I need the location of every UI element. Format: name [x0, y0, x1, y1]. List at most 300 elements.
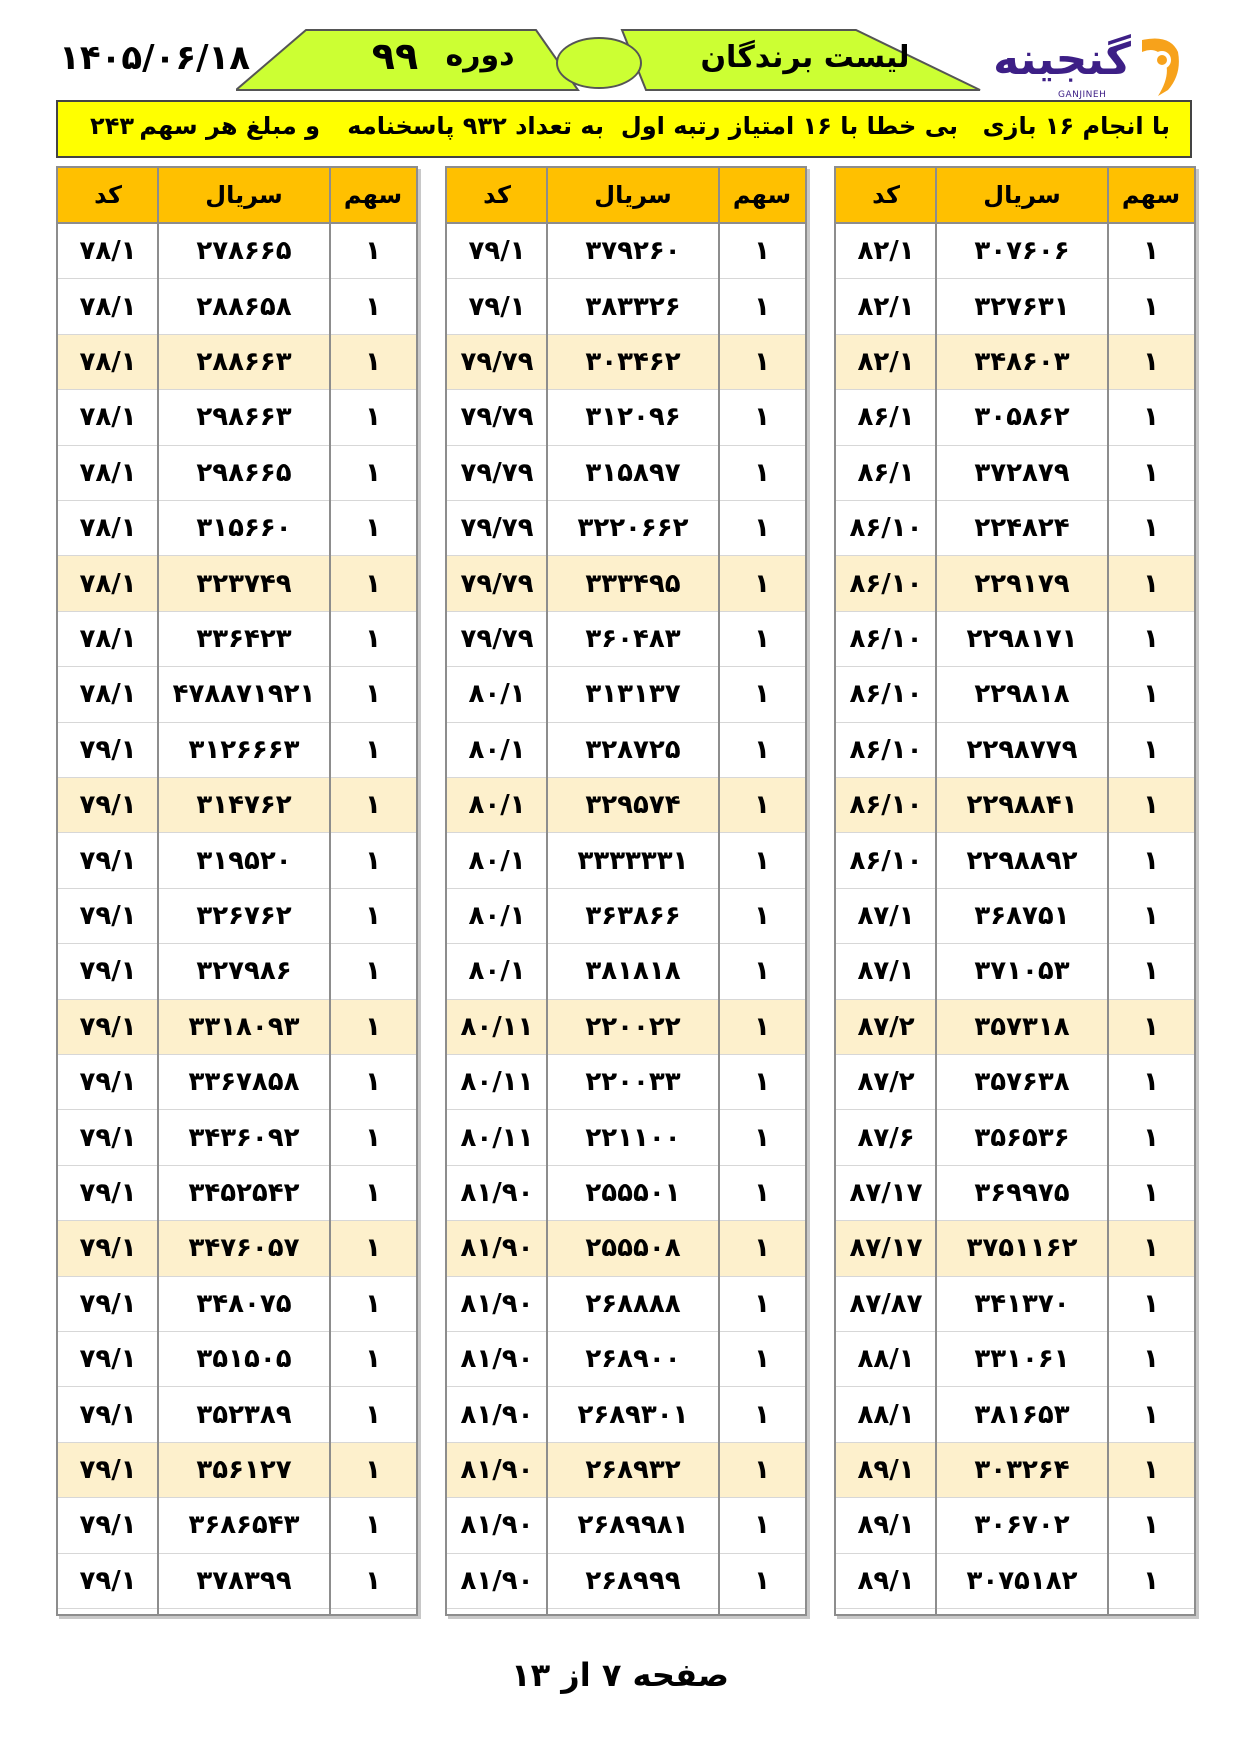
table-row — [447, 612, 805, 667]
cell-serial: ۳۷۸۳۹۹ — [196, 1565, 292, 1596]
cell-serial: ۲۶۸۹۳۲ — [585, 1454, 681, 1485]
cell-serial: ۳۶۰۴۸۳ — [585, 623, 681, 654]
cell-serial: ۳۳۱۸۰۹۳ — [188, 1011, 300, 1042]
table-row — [836, 612, 1194, 667]
cell-serial: ۳۵۱۵۰۵ — [196, 1344, 292, 1375]
cell-share: ۱ — [365, 402, 381, 433]
cell-code: ۷۹/۱ — [468, 236, 526, 267]
cell-share: ۱ — [754, 1399, 770, 1430]
cell-share: ۱ — [1143, 236, 1159, 267]
cell-share: ۱ — [365, 1233, 381, 1264]
cell-share: ۱ — [365, 845, 381, 876]
cell-serial: ۳۴۸۶۰۳ — [974, 346, 1070, 377]
column-divider — [157, 168, 159, 1614]
cell-share: ۱ — [1143, 679, 1159, 710]
cell-share: ۱ — [365, 1565, 381, 1596]
cell-share: ۱ — [365, 1288, 381, 1319]
table-row — [836, 833, 1194, 888]
column-header-serial: سریال — [547, 168, 719, 224]
cell-code: ۷۹/۱ — [79, 956, 137, 987]
cell-serial: ۲۲۱۱۰۰ — [585, 1122, 681, 1153]
table-row — [836, 1498, 1194, 1553]
cell-code: ۷۸/۱ — [79, 291, 137, 322]
cell-share: ۱ — [365, 956, 381, 987]
cell-serial: ۲۶۸۹۳۰۱ — [577, 1399, 689, 1430]
cell-share: ۱ — [754, 900, 770, 931]
table-row — [836, 1055, 1194, 1110]
cell-share: ۱ — [754, 1067, 770, 1098]
table-row — [58, 1277, 416, 1332]
cell-serial: ۳۱۳۱۳۷ — [585, 679, 681, 710]
cell-serial: ۲۲۹۸۷۷۹ — [966, 734, 1078, 765]
info-count: به تعداد ۹۳۲ پاسخنامه — [347, 112, 604, 140]
cell-serial: ۳۰۷۶۰۶ — [974, 236, 1070, 267]
table-row — [836, 667, 1194, 722]
period-label: دوره — [445, 38, 515, 73]
cell-share: ۱ — [1143, 513, 1159, 544]
cell-code: ۷۹/۱ — [79, 790, 137, 821]
cell-serial: ۳۲۹۵۷۴ — [585, 790, 681, 821]
table-row — [836, 1554, 1194, 1609]
cell-code: ۸۶/۱۰ — [849, 623, 923, 654]
cell-share: ۱ — [754, 568, 770, 599]
cell-serial: ۲۷۸۶۶۵ — [196, 236, 292, 267]
cell-code: ۸۷/۱۷ — [849, 1177, 923, 1208]
cell-serial: ۳۴۸۰۷۵ — [196, 1288, 292, 1319]
cell-serial: ۲۶۸۸۸۸ — [585, 1288, 681, 1319]
column-divider — [935, 168, 937, 1614]
cell-serial: ۳۵۶۵۳۶ — [974, 1122, 1070, 1153]
cell-share: ۱ — [365, 1177, 381, 1208]
cell-serial: ۳۸۳۳۲۶ — [585, 291, 681, 322]
page-number: صفحه ۷ از ۱۳ — [511, 1656, 729, 1694]
cell-share: ۱ — [754, 346, 770, 377]
cell-code: ۷۸/۱ — [79, 679, 137, 710]
cell-code: ۸۰/۱۱ — [460, 1011, 534, 1042]
cell-share: ۱ — [754, 956, 770, 987]
table-row — [836, 1277, 1194, 1332]
cell-code: ۷۹/۱ — [79, 845, 137, 876]
cell-code: ۸۷/۶ — [857, 1122, 915, 1153]
cell-code: ۸۸/۱ — [857, 1399, 915, 1430]
cell-code: ۸۹/۱ — [857, 1510, 915, 1541]
cell-share: ۱ — [754, 1565, 770, 1596]
cell-serial: ۲۲۰۰۲۲ — [585, 1011, 681, 1042]
table-row — [58, 667, 416, 722]
cell-code: ۷۸/۱ — [79, 568, 137, 599]
table-row — [836, 1387, 1194, 1442]
period-number: ۹۹ — [371, 34, 419, 78]
table-row — [447, 446, 805, 501]
cell-share: ۱ — [1143, 1067, 1159, 1098]
column-header-share: سهم — [719, 168, 805, 224]
cell-code: ۸۹/۱ — [857, 1565, 915, 1596]
cell-serial: ۲۲۴۸۲۴ — [974, 513, 1070, 544]
cell-serial: ۲۲۹۸۸۹۲ — [966, 845, 1078, 876]
column-header-code: کد — [447, 168, 547, 224]
cell-code: ۸۱/۹۰ — [460, 1288, 534, 1319]
cell-share: ۱ — [754, 1454, 770, 1485]
cell-share: ۱ — [1143, 568, 1159, 599]
table-row — [58, 1332, 416, 1387]
table-row — [447, 556, 805, 611]
cell-share: ۱ — [754, 790, 770, 821]
cell-code: ۷۹/۱ — [79, 1454, 137, 1485]
cell-serial: ۳۵۷۶۳۸ — [974, 1067, 1070, 1098]
cell-share: ۱ — [365, 1399, 381, 1430]
table-row — [447, 1221, 805, 1276]
table-row — [58, 1055, 416, 1110]
cell-share: ۱ — [754, 679, 770, 710]
cell-code: ۷۹/۱ — [79, 1565, 137, 1596]
cell-share: ۱ — [365, 900, 381, 931]
cell-serial: ۳۰۷۵۱۸۲ — [966, 1565, 1078, 1596]
cell-share: ۱ — [1143, 900, 1159, 931]
cell-code: ۸۶/۱۰ — [849, 734, 923, 765]
table-row — [58, 556, 416, 611]
cell-serial: ۳۶۸۷۵۱ — [974, 900, 1070, 931]
cell-code: ۸۰/۱ — [468, 679, 526, 710]
cell-serial: ۳۶۳۸۶۶ — [585, 900, 681, 931]
cell-code: ۸۰/۱ — [468, 734, 526, 765]
table-row — [836, 1110, 1194, 1165]
cell-code: ۸۸/۱ — [857, 1344, 915, 1375]
cell-code: ۸۶/۱ — [857, 457, 915, 488]
cell-share: ۱ — [1143, 623, 1159, 654]
table-row — [447, 1554, 805, 1609]
table-row — [836, 446, 1194, 501]
cell-serial: ۳۰۶۷۰۲ — [974, 1510, 1070, 1541]
table-row — [836, 390, 1194, 445]
cell-code: ۷۹/۷۹ — [460, 457, 534, 488]
cell-serial: ۲۲۹۸۸۴۱ — [966, 790, 1078, 821]
cell-serial: ۳۲۶۷۶۲ — [196, 900, 292, 931]
cell-share: ۱ — [365, 734, 381, 765]
cell-code: ۸۶/۱۰ — [849, 513, 923, 544]
cell-share: ۱ — [1143, 845, 1159, 876]
column-divider — [718, 168, 720, 1614]
cell-share: ۱ — [365, 513, 381, 544]
cell-code: ۸۲/۱ — [857, 236, 915, 267]
column-header-code: کد — [58, 168, 158, 224]
table-row — [58, 778, 416, 833]
cell-serial: ۲۲۰۰۳۳ — [585, 1067, 681, 1098]
column-header-serial: سریال — [158, 168, 330, 224]
table-row — [58, 501, 416, 556]
cell-code: ۸۲/۱ — [857, 291, 915, 322]
cell-share: ۱ — [1143, 402, 1159, 433]
cell-serial: ۳۲۷۹۸۶ — [196, 956, 292, 987]
table-row — [447, 1055, 805, 1110]
table-row — [447, 723, 805, 778]
table-row — [447, 944, 805, 999]
cell-code: ۸۰/۱ — [468, 790, 526, 821]
cell-code: ۸۰/۱۱ — [460, 1122, 534, 1153]
table-row — [447, 1166, 805, 1221]
cell-code: ۷۹/۷۹ — [460, 568, 534, 599]
cell-share: ۱ — [1143, 1565, 1159, 1596]
cell-code: ۸۶/۱۰ — [849, 568, 923, 599]
cell-share: ۱ — [754, 1288, 770, 1319]
cell-share: ۱ — [754, 1344, 770, 1375]
cell-share: ۱ — [1143, 1177, 1159, 1208]
table-row — [836, 279, 1194, 334]
info-score: بی خطا با ۱۶ امتیاز رتبه اول — [620, 112, 958, 140]
cell-code: ۸۶/۱۰ — [849, 845, 923, 876]
cell-code: ۸۷/۱ — [857, 900, 915, 931]
cell-code: ۸۹/۱ — [857, 1454, 915, 1485]
table-row — [447, 279, 805, 334]
table-row — [836, 944, 1194, 999]
cell-code: ۷۸/۱ — [79, 623, 137, 654]
cell-serial: ۳۷۱۰۵۳ — [974, 956, 1070, 987]
cell-share: ۱ — [1143, 734, 1159, 765]
cell-code: ۸۷/۲ — [857, 1067, 915, 1098]
table-row — [58, 889, 416, 944]
cell-share: ۱ — [365, 457, 381, 488]
cell-code: ۷۹/۷۹ — [460, 346, 534, 377]
cell-share: ۱ — [1143, 1510, 1159, 1541]
column-header-share: سهم — [330, 168, 416, 224]
cell-code: ۷۹/۱ — [79, 900, 137, 931]
table-row — [836, 723, 1194, 778]
winners-table-2 — [445, 166, 807, 1616]
table-row — [58, 833, 416, 888]
cell-share: ۱ — [365, 1122, 381, 1153]
cell-code: ۸۰/۱ — [468, 900, 526, 931]
winners-table-1 — [834, 166, 1196, 1616]
cell-share: ۱ — [1143, 790, 1159, 821]
cell-code: ۷۸/۱ — [79, 513, 137, 544]
cell-share: ۱ — [365, 291, 381, 322]
cell-share: ۱ — [754, 1011, 770, 1042]
cell-share: ۱ — [365, 1011, 381, 1042]
column-header-serial: سریال — [936, 168, 1108, 224]
table-row — [447, 1443, 805, 1498]
cell-share: ۱ — [1143, 956, 1159, 987]
cell-serial: ۳۲۸۷۲۵ — [585, 734, 681, 765]
table-row — [447, 778, 805, 833]
cell-serial: ۳۱۹۵۲۰ — [196, 845, 292, 876]
info-games: با انجام ۱۶ بازی — [982, 112, 1170, 140]
table-row — [447, 889, 805, 944]
table-row — [447, 667, 805, 722]
cell-serial: ۲۲۹۱۷۹ — [974, 568, 1070, 599]
cell-serial: ۳۶۹۹۷۵ — [974, 1177, 1070, 1208]
table-row — [836, 1000, 1194, 1055]
cell-serial: ۳۳۶۴۲۳ — [196, 623, 292, 654]
table-row — [447, 1277, 805, 1332]
cell-share: ۱ — [365, 623, 381, 654]
cell-serial: ۳۳۳۳۳۳۱ — [577, 845, 689, 876]
cell-share: ۱ — [754, 457, 770, 488]
table-row — [447, 1498, 805, 1553]
cell-code: ۸۰/۱ — [468, 956, 526, 987]
cell-code: ۸۶/۱۰ — [849, 790, 923, 821]
cell-serial: ۳۸۱۸۱۸ — [585, 956, 681, 987]
cell-code: ۷۹/۱ — [79, 1344, 137, 1375]
cell-code: ۷۹/۱ — [79, 1067, 137, 1098]
list-title: لیست برندگان — [700, 40, 910, 75]
logo-subtext: GANJINEH — [1058, 90, 1107, 100]
cell-serial: ۲۶۸۹۹۸۱ — [577, 1510, 689, 1541]
cell-code: ۷۸/۱ — [79, 402, 137, 433]
table-row — [58, 612, 416, 667]
cell-share: ۱ — [365, 1454, 381, 1485]
cell-share: ۱ — [754, 734, 770, 765]
table-row — [447, 335, 805, 390]
table-row — [58, 944, 416, 999]
table-row — [58, 390, 416, 445]
cell-serial: ۲۹۸۶۶۵ — [196, 457, 292, 488]
cell-serial: ۲۸۸۶۶۳ — [196, 346, 292, 377]
table-row — [447, 1000, 805, 1055]
table-row — [447, 1387, 805, 1442]
cell-code: ۸۷/۱۷ — [849, 1233, 923, 1264]
cell-serial: ۳۲۷۶۳۱ — [974, 291, 1070, 322]
cell-serial: ۳۰۳۴۶۲ — [585, 346, 681, 377]
cell-code: ۷۸/۱ — [79, 346, 137, 377]
cell-serial: ۳۳۳۴۹۵ — [585, 568, 681, 599]
cell-share: ۱ — [365, 346, 381, 377]
table-row — [447, 390, 805, 445]
table-row — [58, 1443, 416, 1498]
table-row — [447, 1110, 805, 1165]
cell-code: ۸۰/۱۱ — [460, 1067, 534, 1098]
info-bar — [56, 100, 1192, 158]
cell-code: ۷۸/۱ — [79, 236, 137, 267]
table-row — [836, 224, 1194, 279]
cell-code: ۸۶/۱۰ — [849, 679, 923, 710]
table-row — [58, 1166, 416, 1221]
cell-share: ۱ — [754, 1233, 770, 1264]
cell-share: ۱ — [365, 1067, 381, 1098]
cell-share: ۱ — [1143, 1288, 1159, 1319]
table-row — [447, 833, 805, 888]
cell-share: ۱ — [365, 1510, 381, 1541]
cell-share: ۱ — [365, 236, 381, 267]
cell-serial: ۲۹۸۶۶۳ — [196, 402, 292, 433]
cell-code: ۷۸/۱ — [79, 457, 137, 488]
table-row — [836, 1221, 1194, 1276]
table-row — [58, 1110, 416, 1165]
table-row — [58, 446, 416, 501]
cell-code: ۷۹/۱ — [79, 1177, 137, 1208]
cell-code: ۸۶/۱ — [857, 402, 915, 433]
cell-code: ۸۷/۱ — [857, 956, 915, 987]
cell-serial: ۲۶۸۹۹۹ — [585, 1565, 681, 1596]
cell-serial: ۳۶۸۶۵۴۳ — [188, 1510, 300, 1541]
cell-serial: ۳۱۲۶۶۶۳ — [188, 734, 300, 765]
cell-code: ۸۷/۸۷ — [849, 1288, 923, 1319]
cell-serial: ۴۷۸۸۷۱۹۲۱ — [172, 679, 316, 710]
cell-serial: ۳۲۲۰۶۶۲ — [577, 513, 689, 544]
cell-share: ۱ — [754, 291, 770, 322]
table-row — [836, 1332, 1194, 1387]
cell-serial: ۳۱۴۷۶۲ — [196, 790, 292, 821]
cell-share: ۱ — [754, 1510, 770, 1541]
cell-serial: ۳۷۹۲۶۰ — [585, 236, 681, 267]
cell-code: ۷۹/۷۹ — [460, 402, 534, 433]
table-row — [836, 889, 1194, 944]
cell-code: ۸۱/۹۰ — [460, 1399, 534, 1430]
cell-code: ۸۱/۹۰ — [460, 1233, 534, 1264]
cell-serial: ۳۰۵۸۶۲ — [974, 402, 1070, 433]
cell-code: ۷۹/۱ — [79, 1288, 137, 1319]
cell-code: ۸۱/۹۰ — [460, 1177, 534, 1208]
cell-share: ۱ — [1143, 1454, 1159, 1485]
column-divider — [546, 168, 548, 1614]
cell-serial: ۲۲۹۸۱۷۱ — [966, 623, 1078, 654]
winners-table-3 — [56, 166, 418, 1616]
cell-serial: ۳۰۳۲۶۴ — [974, 1454, 1070, 1485]
table-row — [58, 1221, 416, 1276]
cell-serial: ۳۵۷۳۱۸ — [974, 1011, 1070, 1042]
cell-code: ۷۹/۱ — [79, 1122, 137, 1153]
cell-share: ۱ — [1143, 457, 1159, 488]
logo-text: گنجینه — [993, 34, 1131, 85]
cell-code: ۸۷/۲ — [857, 1011, 915, 1042]
cell-code: ۷۹/۱ — [79, 1011, 137, 1042]
cell-code: ۷۹/۱ — [79, 1399, 137, 1430]
table-row — [58, 279, 416, 334]
cell-serial: ۳۳۱۰۶۱ — [974, 1344, 1070, 1375]
table-row — [58, 1498, 416, 1553]
table-row — [447, 1332, 805, 1387]
cell-code: ۷۹/۱ — [468, 291, 526, 322]
cell-serial: ۳۱۵۸۹۷ — [585, 457, 681, 488]
cell-share: ۱ — [754, 236, 770, 267]
info-amount: و مبلغ هر سهم — [139, 112, 320, 140]
cell-code: ۷۹/۱ — [79, 1510, 137, 1541]
table-row — [447, 224, 805, 279]
table-row — [58, 1000, 416, 1055]
cell-serial: ۳۴۵۲۵۴۲ — [188, 1177, 300, 1208]
cell-share: ۱ — [365, 568, 381, 599]
table-row — [836, 1443, 1194, 1498]
cell-code: ۷۹/۱ — [79, 1233, 137, 1264]
table-row — [836, 778, 1194, 833]
cell-serial: ۳۵۶۱۲۷ — [196, 1454, 292, 1485]
cell-share: ۱ — [754, 513, 770, 544]
cell-serial: ۳۴۷۶۰۵۷ — [188, 1233, 300, 1264]
cell-share: ۱ — [1143, 1399, 1159, 1430]
cell-share: ۱ — [1143, 1344, 1159, 1375]
table-row — [58, 1554, 416, 1609]
table-row — [836, 501, 1194, 556]
table-row — [58, 723, 416, 778]
table-row — [836, 335, 1194, 390]
cell-serial: ۳۱۲۰۹۶ — [585, 402, 681, 433]
cell-code: ۸۱/۹۰ — [460, 1565, 534, 1596]
cell-share: ۱ — [365, 1344, 381, 1375]
cell-serial: ۳۱۵۶۶۰ — [196, 513, 292, 544]
table-row — [447, 501, 805, 556]
cell-serial: ۳۴۳۶۰۹۲ — [188, 1122, 300, 1153]
column-divider — [329, 168, 331, 1614]
column-header-share: سهم — [1108, 168, 1194, 224]
cell-share: ۱ — [754, 1177, 770, 1208]
cell-share: ۱ — [1143, 1233, 1159, 1264]
table-row — [58, 335, 416, 390]
cell-code: ۸۱/۹۰ — [460, 1454, 534, 1485]
info-amount-value: ۲۴۳ — [90, 112, 134, 140]
cell-share: ۱ — [754, 623, 770, 654]
cell-code: ۸۲/۱ — [857, 346, 915, 377]
cell-serial: ۲۶۸۹۰۰ — [585, 1344, 681, 1375]
cell-serial: ۳۷۵۱۱۶۲ — [966, 1233, 1078, 1264]
cell-serial: ۲۸۸۶۵۸ — [196, 291, 292, 322]
